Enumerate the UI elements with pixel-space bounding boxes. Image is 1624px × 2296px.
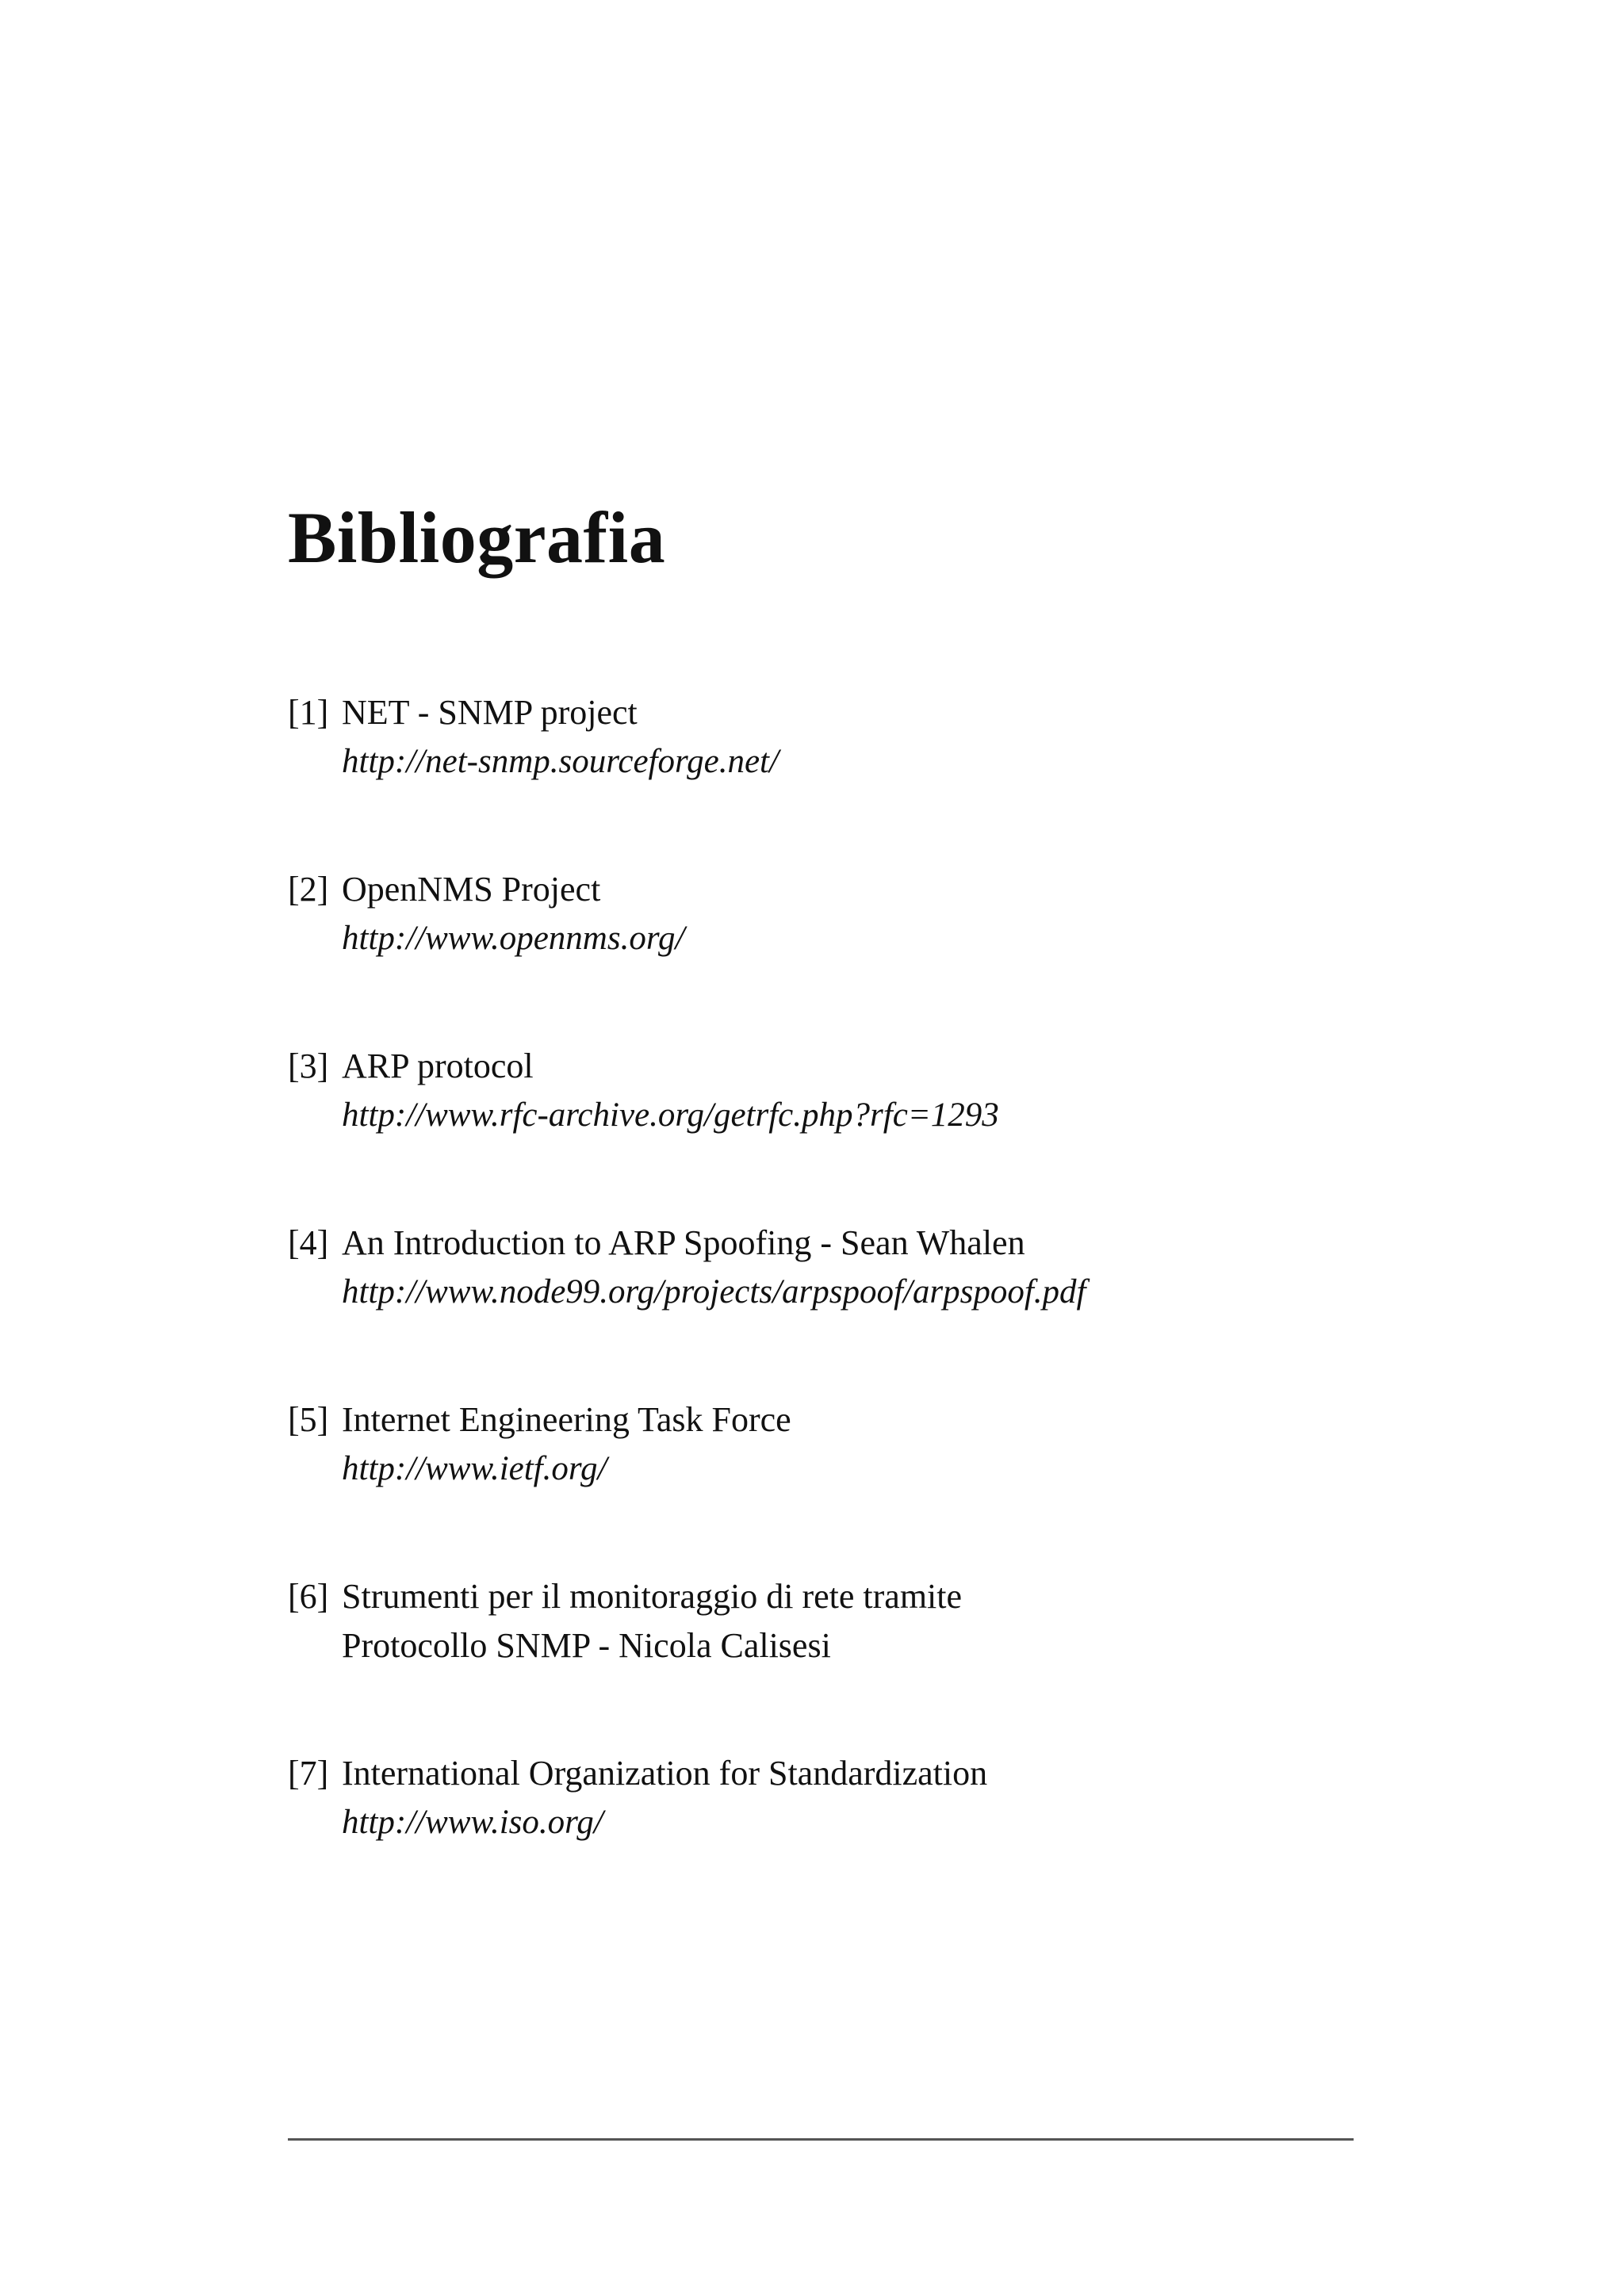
footer-divider bbox=[288, 2138, 1354, 2141]
entry-body bbox=[342, 688, 1382, 865]
entry-title-line-1: Strumenti per il monitoraggio di rete tramite bbox=[342, 1577, 963, 1616]
entry-title: Internet Engineering Task Force bbox=[342, 1400, 791, 1439]
entry-url: http://www.iso.org/ bbox=[342, 1804, 603, 1841]
entry-title: International Organization for Standardization bbox=[342, 1754, 988, 1793]
entry-number: [4] bbox=[288, 1223, 329, 1262]
bibliography-entry-2 bbox=[288, 865, 1382, 1042]
entry-body bbox=[342, 1219, 1382, 1395]
bibliography-entry-4 bbox=[288, 1219, 1382, 1395]
entry-url: http://www.node99.org/projects/arpspoof/arpspoof.pdf bbox=[342, 1273, 1086, 1311]
bibliography-entry-6 bbox=[288, 1572, 1382, 1749]
bibliography-list bbox=[288, 688, 1382, 1926]
entry-number: [6] bbox=[288, 1577, 329, 1616]
entry-body bbox=[342, 1749, 1382, 1926]
entry-url: http://net-snmp.sourceforge.net/ bbox=[342, 743, 779, 780]
entry-body bbox=[342, 1042, 1382, 1219]
entry-title: ARP protocol bbox=[342, 1047, 534, 1085]
entry-number: [1] bbox=[288, 693, 329, 732]
entry-body bbox=[342, 1395, 1382, 1572]
entry-url: http://www.opennms.org/ bbox=[342, 920, 685, 957]
entry-url: http://www.rfc-archive.org/getrfc.php?rfc=1293 bbox=[342, 1096, 999, 1134]
entry-number: [3] bbox=[288, 1047, 329, 1085]
entry-title: An Introduction to ARP Spoofing - Sean Whalen bbox=[342, 1223, 1025, 1262]
entry-title-line-2: Protocollo SNMP - Nicola Calisesi bbox=[342, 1626, 831, 1665]
bibliography-entry-3 bbox=[288, 1042, 1382, 1219]
entry-url: http://www.ietf.org/ bbox=[342, 1450, 607, 1487]
entry-title: NET - SNMP project bbox=[342, 693, 638, 732]
bibliography-entry-1 bbox=[288, 688, 1382, 865]
entry-body bbox=[342, 1572, 1382, 1749]
chapter-title: Bibliografia bbox=[288, 497, 666, 578]
entry-number: [5] bbox=[288, 1400, 329, 1439]
entry-number: [7] bbox=[288, 1754, 329, 1793]
bibliography-entry-7 bbox=[288, 1749, 1382, 1926]
entry-title: OpenNMS Project bbox=[342, 870, 601, 909]
entry-number: [2] bbox=[288, 870, 329, 909]
entry-body bbox=[342, 865, 1382, 1042]
bibliography-entry-5 bbox=[288, 1395, 1382, 1572]
